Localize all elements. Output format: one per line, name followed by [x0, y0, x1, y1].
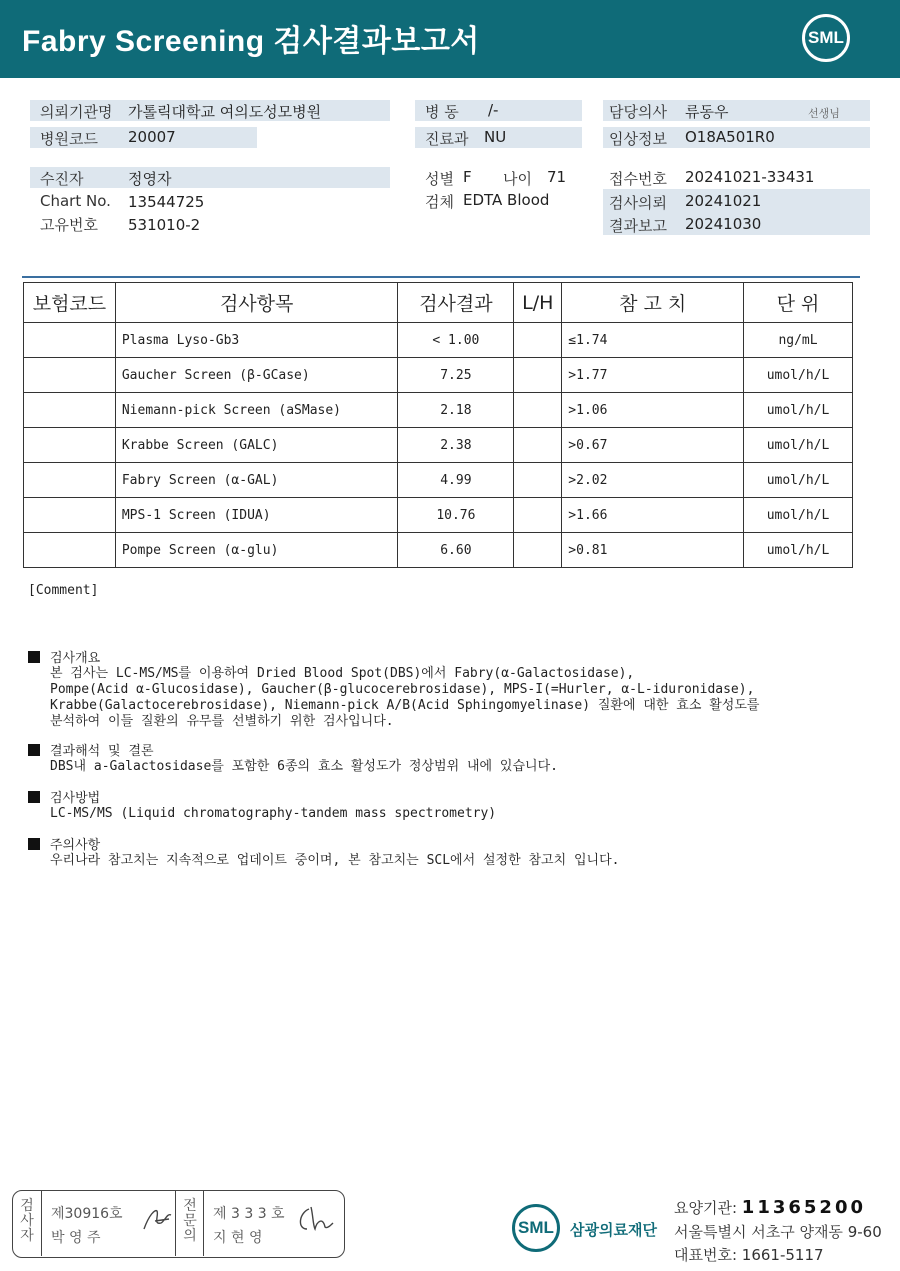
age-value: 71	[547, 168, 567, 186]
section-title: 결과해석 및 결론	[50, 744, 154, 759]
table-row	[24, 393, 853, 428]
institution-label: 의뢰기관명	[40, 103, 113, 121]
sex-label: 성별	[425, 170, 454, 188]
specialist-name: 지 현 영	[213, 1230, 263, 1246]
comment-label: [Comment]	[28, 583, 99, 598]
cell-ref: ≤1.74	[562, 323, 744, 358]
cell-unit: umol/h/L	[744, 393, 853, 428]
divider-line	[22, 276, 860, 278]
patient-bar	[30, 167, 390, 188]
cell-ref: >1.66	[562, 498, 744, 533]
cell-result: 10.76	[398, 498, 514, 533]
table-row	[24, 428, 853, 463]
header-item: 검사항목	[115, 283, 398, 323]
unique-value: 531010-2	[128, 216, 201, 234]
specialist-no: 제 3 3 3 호	[213, 1206, 285, 1222]
cell-ref: >0.67	[562, 428, 744, 463]
section-title: 검사방법	[50, 791, 101, 806]
section-line: 분석하여 이들 질환의 유무를 선별하기 위한 검사입니다.	[50, 714, 394, 729]
ward-value: /-	[488, 101, 499, 119]
sml-logo: SML	[802, 14, 850, 62]
cell-code	[24, 323, 116, 358]
cell-item: Fabry Screen (α-GAL)	[115, 463, 398, 498]
bullet-square-icon	[28, 651, 40, 663]
specimen-value: EDTA Blood	[463, 191, 550, 209]
footer-sml-logo: SML	[512, 1204, 560, 1252]
cell-item: MPS-1 Screen (IDUA)	[115, 498, 398, 533]
table-row	[24, 323, 853, 358]
cell-unit: umol/h/L	[744, 358, 853, 393]
patient-label: 수진자	[40, 170, 84, 188]
cell-result: 2.18	[398, 393, 514, 428]
cell-item: Pompe Screen (α-glu)	[115, 533, 398, 568]
table-row	[24, 498, 853, 533]
report-label: 결과보고	[609, 217, 667, 235]
unique-label: 고유번호	[40, 216, 98, 234]
request-value: 20241021	[685, 192, 762, 210]
section-interpretation	[28, 740, 558, 775]
footer-code: 11365200	[741, 1197, 866, 1218]
age-label: 나이	[503, 170, 532, 188]
footer-code-line	[674, 1197, 866, 1218]
footer-phone: 1661-5117	[741, 1246, 824, 1264]
cell-code	[24, 358, 116, 393]
footer-org-name: 삼광의료재단	[570, 1221, 657, 1239]
bullet-square-icon	[28, 791, 40, 803]
report-title: Fabry Screening 검사결과보고서	[22, 25, 480, 58]
table-row	[24, 358, 853, 393]
dept-label: 진료과	[425, 130, 469, 148]
report-header	[0, 0, 900, 78]
cell-lh	[514, 358, 562, 393]
bullet-square-icon	[28, 744, 40, 756]
footer-code-label: 요양기관:	[674, 1199, 738, 1217]
cell-unit: umol/h/L	[744, 498, 853, 533]
cell-unit: umol/h/L	[744, 533, 853, 568]
cell-code	[24, 393, 116, 428]
results-table	[23, 282, 853, 568]
cell-ref: >0.81	[562, 533, 744, 568]
footer-phone-line	[674, 1244, 824, 1265]
institution-value: 가톨릭대학교 여의도성모병원	[128, 103, 322, 121]
cell-result: 6.60	[398, 533, 514, 568]
header-lh: L/H	[514, 283, 562, 323]
cell-code	[24, 533, 116, 568]
specimen-label: 검체	[425, 193, 454, 211]
section-line: 우리나라 참고치는 지속적으로 업데이트 중이며, 본 참고치는 SCL에서 설정한 참고치 입니다.	[50, 853, 620, 868]
footer-address: 서울특별시 서초구 양재동 9-60	[674, 1223, 882, 1241]
cell-item: Niemann-pick Screen (aSMase)	[115, 393, 398, 428]
cell-lh	[514, 393, 562, 428]
cell-unit: ng/mL	[744, 323, 853, 358]
specialist-label: 전문의	[183, 1198, 197, 1244]
table-row	[24, 463, 853, 498]
tester-no: 제30916호	[51, 1206, 123, 1222]
section-line: Pompe(Acid α-Glucosidase), Gaucher(β-glucocerebrosidase), MPS-I(=Hurler, α-L-iduronidase),	[50, 682, 755, 697]
cell-item: Plasma Lyso-Gb3	[115, 323, 398, 358]
doctor-value: 류동우	[685, 103, 729, 121]
header-result: 검사결과	[398, 283, 514, 323]
doctor-suffix: 선생님	[808, 107, 840, 120]
clinical-label: 임상정보	[609, 130, 667, 148]
section-line: LC-MS/MS (Liquid chromatography-tandem mass spectrometry)	[50, 806, 497, 821]
header-unit: 단 위	[744, 283, 853, 323]
ward-label: 병 동	[425, 103, 459, 121]
cell-code	[24, 428, 116, 463]
patient-value: 정영자	[128, 170, 172, 188]
cell-code	[24, 463, 116, 498]
chart-label: Chart No.	[40, 192, 111, 210]
tester-signature	[141, 1205, 177, 1235]
footer-phone-label: 대표번호:	[674, 1246, 738, 1264]
section-line: DBS내 a-Galactosidase를 포함한 6종의 효소 활성도가 정상범위 내에 있습니다.	[50, 759, 558, 774]
receipt-label: 접수번호	[609, 170, 667, 188]
section-overview	[28, 647, 759, 730]
section-line: Krabbe(Galactocerebrosidase), Niemann-pick A/B(Acid Sphingomyelinase) 질환에 대한 효소 활성도를	[50, 698, 760, 713]
cell-code	[24, 498, 116, 533]
hospital-code-label: 병원코드	[40, 130, 98, 148]
tester-name: 박 영 주	[51, 1230, 101, 1246]
cell-ref: >2.02	[562, 463, 744, 498]
section-method	[28, 787, 496, 822]
cell-item: Krabbe Screen (GALC)	[115, 428, 398, 463]
section-caution	[28, 834, 620, 869]
section-title: 주의사항	[50, 838, 101, 853]
cell-lh	[514, 323, 562, 358]
table-header-row	[24, 283, 853, 323]
section-title: 검사개요	[50, 651, 101, 666]
cell-unit: umol/h/L	[744, 463, 853, 498]
table-row	[24, 533, 853, 568]
cell-result: 7.25	[398, 358, 514, 393]
receipt-value: 20241021-33431	[685, 168, 815, 186]
cell-unit: umol/h/L	[744, 428, 853, 463]
cell-ref: >1.06	[562, 393, 744, 428]
sex-value: F	[463, 168, 472, 186]
cell-lh	[514, 463, 562, 498]
bullet-square-icon	[28, 838, 40, 850]
hospital-code-value: 20007	[128, 128, 176, 146]
cell-item: Gaucher Screen (β-GCase)	[115, 358, 398, 393]
cell-result: 2.38	[398, 428, 514, 463]
cell-result: 4.99	[398, 463, 514, 498]
cell-result: < 1.00	[398, 323, 514, 358]
header-code: 보험코드	[24, 283, 116, 323]
report-value: 20241030	[685, 215, 762, 233]
specialist-signature	[295, 1203, 335, 1237]
signature-stamp	[12, 1190, 345, 1258]
cell-ref: >1.77	[562, 358, 744, 393]
cell-lh	[514, 428, 562, 463]
doctor-label: 담당의사	[609, 103, 667, 121]
chart-value: 13544725	[128, 193, 205, 211]
tester-label: 검사자	[20, 1198, 34, 1244]
section-line: 본 검사는 LC-MS/MS를 이용하여 Dried Blood Spot(DBS)에서 Fabry(α-Galactosidase),	[50, 666, 635, 681]
request-label: 검사의뢰	[609, 194, 667, 212]
cell-lh	[514, 498, 562, 533]
header-ref: 참 고 치	[562, 283, 744, 323]
dept-value: NU	[484, 128, 507, 146]
clinical-value: O18A501R0	[685, 128, 775, 146]
cell-lh	[514, 533, 562, 568]
